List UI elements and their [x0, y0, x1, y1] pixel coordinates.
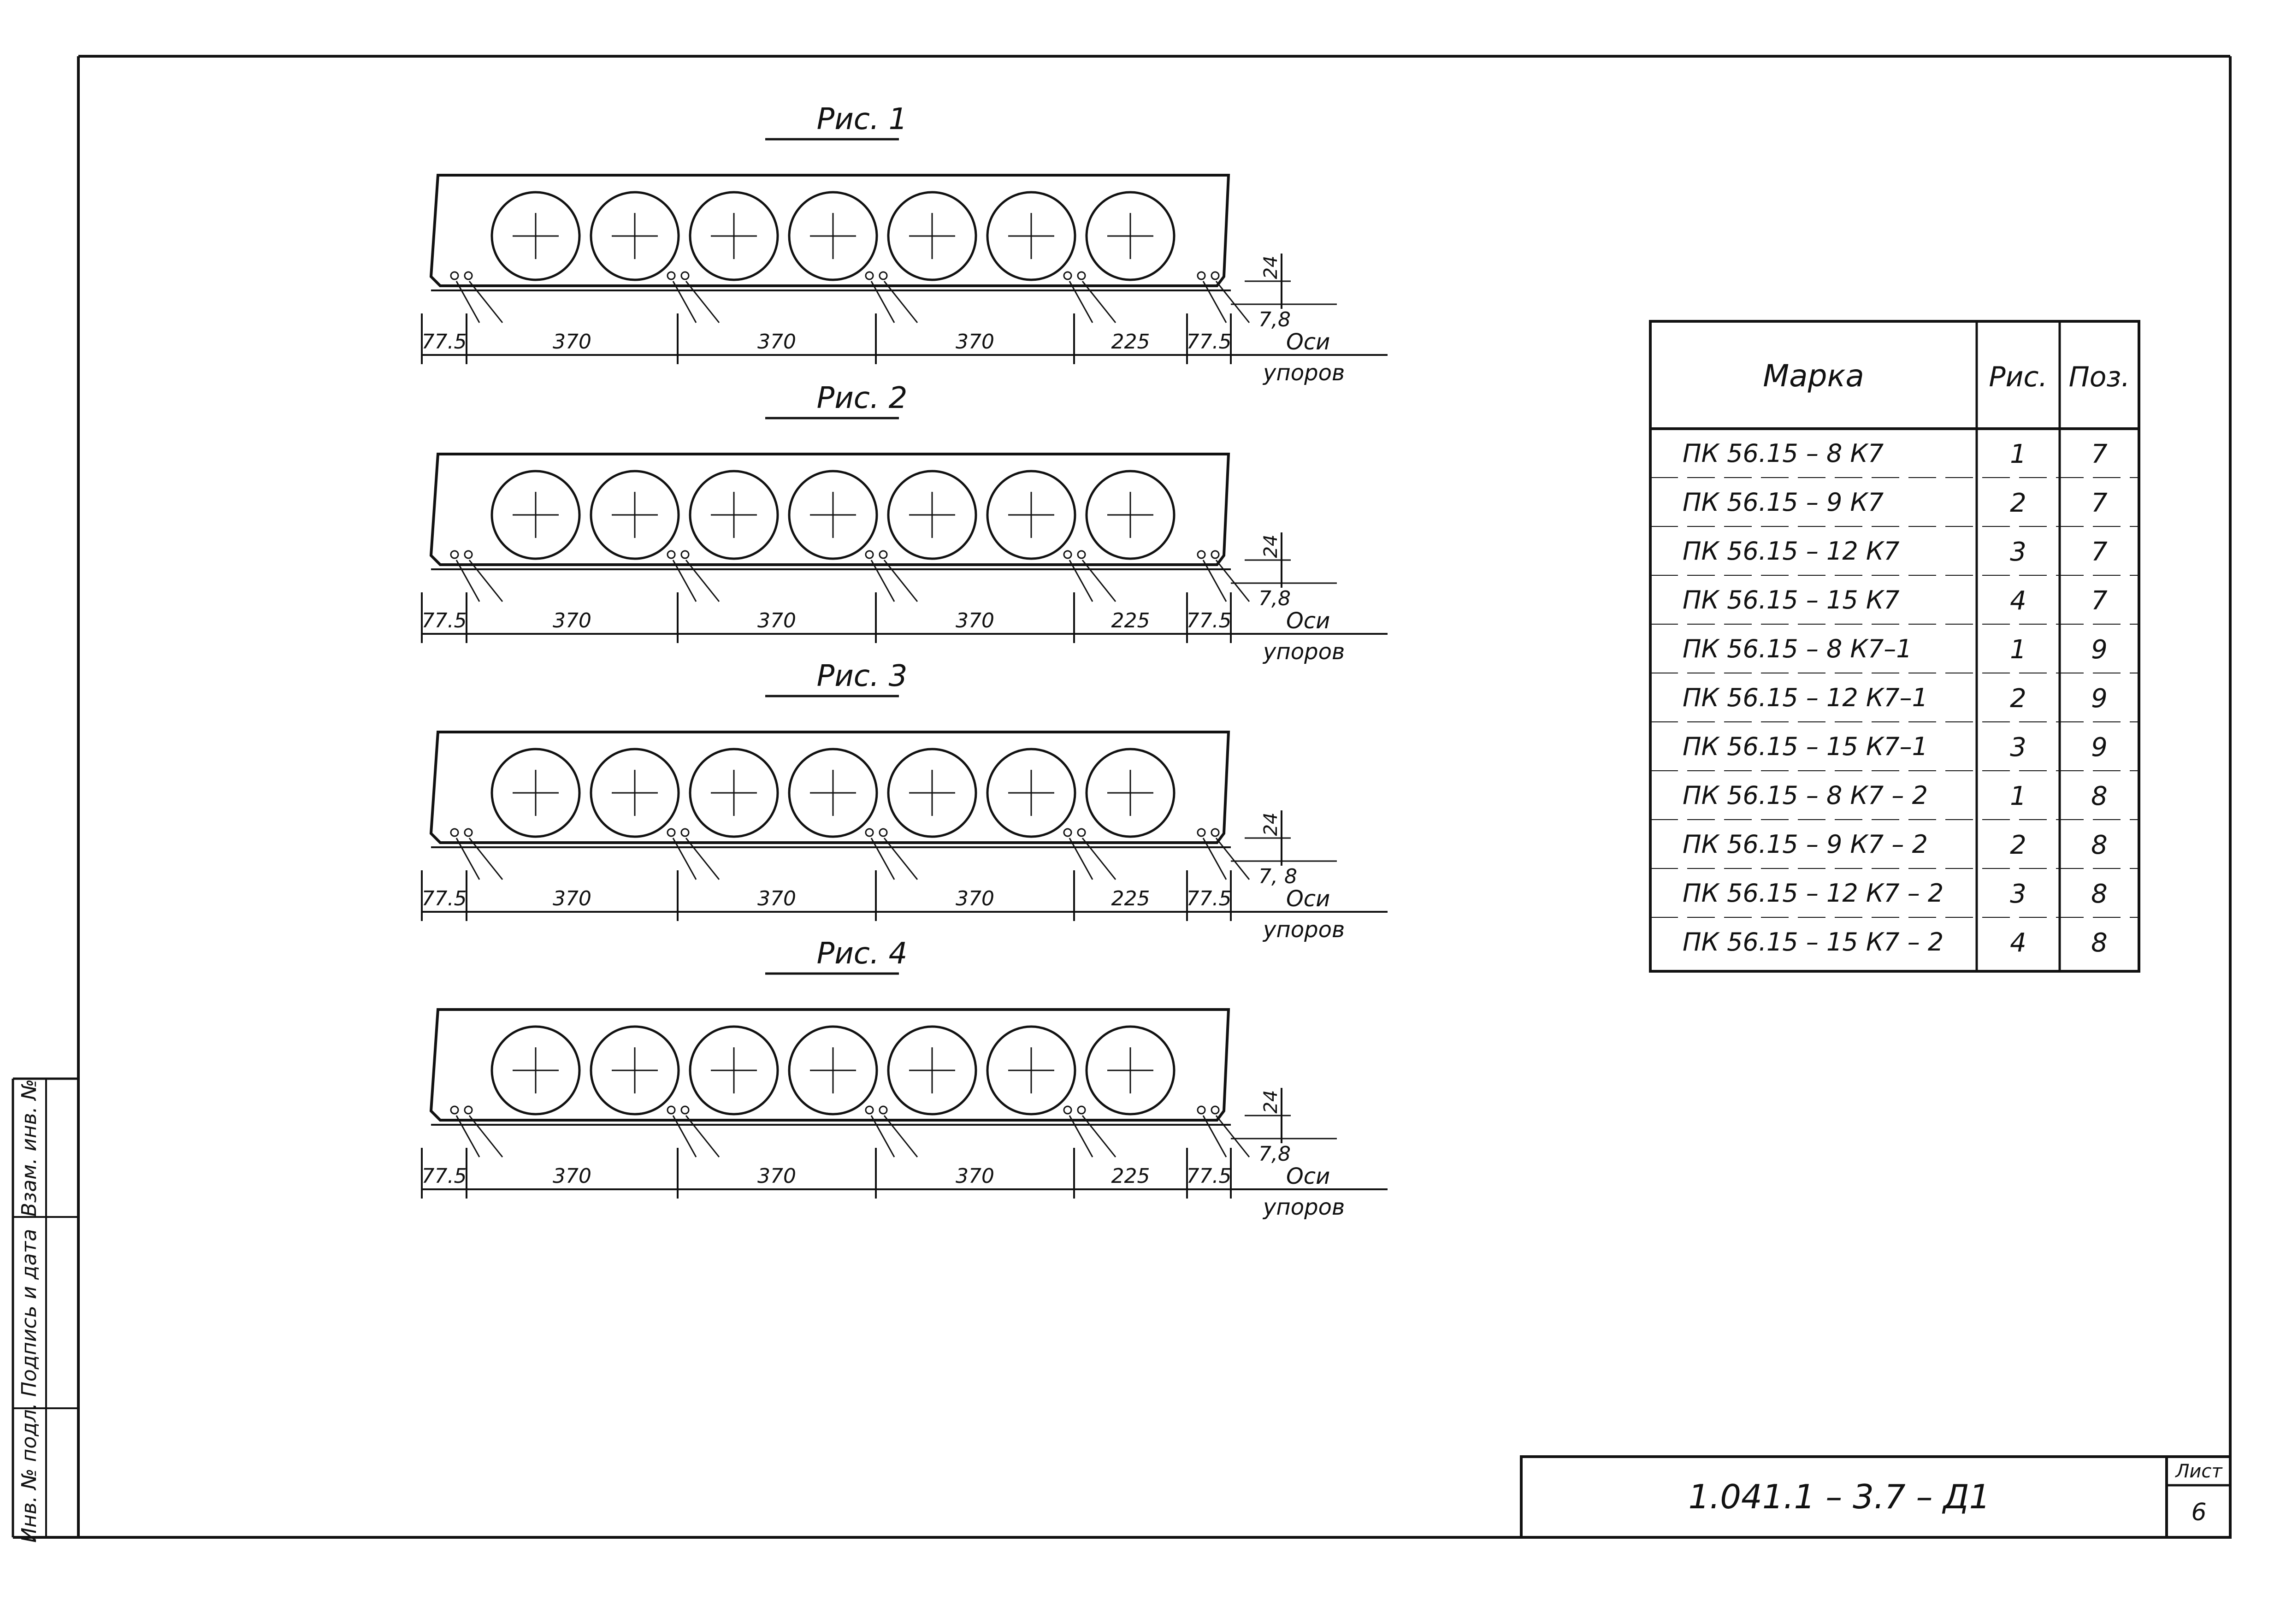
strand-marker	[451, 1106, 458, 1114]
strand-leader	[686, 560, 719, 602]
dimension-value: 225	[1111, 1164, 1150, 1188]
table-cell-pos: 8	[2091, 928, 2108, 958]
axis-label-line1: Оси	[1286, 608, 1330, 634]
dimension-value: 370	[956, 887, 994, 910]
strand-leader	[673, 281, 696, 323]
dimension-value: 77.5	[421, 609, 467, 632]
dimension-24: 24	[1260, 255, 1282, 279]
strand-marker	[1064, 829, 1071, 836]
strand-leader	[1216, 560, 1249, 602]
strand-marker	[1078, 1106, 1085, 1114]
table-cell-mark: ПК 56.15 – 9 К7 – 2	[1683, 830, 1928, 859]
strand-marker	[681, 551, 689, 558]
strand-leader	[1203, 281, 1226, 323]
dimension-value: 370	[553, 609, 591, 632]
side-stamp	[13, 1079, 78, 1543]
strand-leader	[1082, 560, 1116, 602]
table-cell-mark: ПК 56.15 – 12 К7–1	[1683, 683, 1928, 712]
table-cell-pos: 8	[2091, 879, 2108, 909]
dimension-value: 370	[757, 1164, 796, 1188]
strand-marker	[1198, 551, 1205, 558]
dimension-value: 370	[757, 330, 796, 354]
dimension-value: 370	[757, 609, 796, 632]
strand-marker	[451, 272, 458, 279]
table-cell-mark: ПК 56.15 – 8 К7–1	[1683, 634, 1912, 663]
dimension-value: 225	[1111, 330, 1150, 354]
table-cell-mark: ПК 56.15 – 15 К7	[1683, 585, 1900, 614]
strand-leader	[884, 1116, 917, 1157]
dimension-value: 370	[757, 887, 796, 910]
strand-leader	[1203, 1116, 1226, 1157]
strand-leader	[673, 1116, 696, 1157]
dimension-value: 225	[1111, 887, 1150, 910]
strand-leader	[469, 838, 502, 880]
side-stamp-sign-date: Подпись и дата	[18, 1228, 41, 1397]
table-cell-fig: 2	[2010, 684, 2026, 714]
dimension-value: 77.5	[1186, 609, 1232, 632]
strand-marker	[880, 829, 887, 836]
table-cell-mark: ПК 56.15 – 15 К7 – 2	[1683, 927, 1944, 957]
table-row	[1683, 537, 2108, 567]
strand-leader	[1216, 1116, 1249, 1157]
figure-title: Рис. 3	[816, 659, 908, 693]
table-header-pos: Поз.	[2068, 361, 2130, 393]
strand-leader	[456, 281, 479, 323]
dimension-value: 77.5	[421, 887, 467, 910]
strand-leader	[1203, 560, 1226, 602]
table-row	[1683, 927, 2108, 958]
strand-marker	[880, 551, 887, 558]
table-cell-pos: 9	[2091, 635, 2108, 665]
table-row	[1683, 879, 2108, 909]
axis-label-line1: Оси	[1286, 1163, 1330, 1189]
figure-title: Рис. 4	[816, 937, 908, 971]
strand-leader	[871, 560, 894, 602]
strand-marker	[1078, 829, 1085, 836]
table-cell-fig: 3	[2010, 879, 2026, 909]
dimension-value: 77.5	[1186, 1164, 1232, 1188]
table-row	[1683, 585, 2108, 616]
strand-marker	[465, 1106, 472, 1114]
strand-leader	[1069, 838, 1093, 880]
strand-leader	[884, 838, 917, 880]
table-cell-mark: ПК 56.15 – 8 К7 – 2	[1683, 781, 1928, 810]
table-cell-mark: ПК 56.15 – 15 К7–1	[1683, 732, 1928, 761]
dimension-7-8: 7,8	[1258, 308, 1291, 331]
strand-marker	[880, 1106, 887, 1114]
strand-leader	[456, 560, 479, 602]
dimension-7-8: 7,8	[1258, 1142, 1291, 1166]
strand-marker	[668, 1106, 675, 1114]
axis-label-line2: упоров	[1263, 639, 1345, 665]
table-cell-fig: 3	[2010, 732, 2026, 762]
table-header-fig: Рис.	[1989, 361, 2048, 393]
table-cell-fig: 4	[2010, 928, 2026, 958]
strand-leader	[469, 1116, 502, 1157]
strand-leader	[673, 560, 696, 602]
table-cell-mark: ПК 56.15 – 9 К7	[1683, 488, 1884, 517]
strand-marker	[1198, 829, 1205, 836]
table-cell-pos: 8	[2091, 781, 2108, 811]
table-cell-fig: 2	[2010, 830, 2026, 860]
strand-leader	[1069, 281, 1093, 323]
dimension-value: 370	[553, 1164, 591, 1188]
strand-leader	[686, 281, 719, 323]
strand-leader	[469, 281, 502, 323]
table-cell-pos: 7	[2091, 537, 2108, 567]
table-cell-fig: 1	[2010, 439, 2026, 469]
table-row	[1683, 830, 2108, 860]
table-cell-mark: ПК 56.15 – 12 К7 – 2	[1683, 879, 1944, 908]
strand-leader	[1216, 838, 1249, 880]
strand-leader	[673, 838, 696, 880]
dimension-value: 370	[956, 609, 994, 632]
dimension-value: 370	[956, 330, 994, 354]
axis-label-line2: упоров	[1263, 1194, 1345, 1220]
dimension-value: 77.5	[421, 330, 467, 354]
strand-leader	[1203, 838, 1226, 880]
table-cell-fig: 4	[2010, 586, 2026, 616]
dimension-value: 77.5	[1186, 330, 1232, 354]
table-row	[1683, 781, 2108, 811]
strand-marker	[1211, 829, 1219, 836]
side-stamp-inv-no: Инв. № подл.	[18, 1403, 41, 1543]
strand-marker	[866, 551, 873, 558]
strand-marker	[1198, 1106, 1205, 1114]
strand-leader	[871, 838, 894, 880]
table-header-mark: Марка	[1763, 358, 1864, 394]
table-cell-mark: ПК 56.15 – 12 К7	[1683, 537, 1900, 566]
axis-label-line2: упоров	[1263, 917, 1345, 943]
strand-marker	[1064, 1106, 1071, 1114]
document-code: 1.041.1 – 3.7 – Д1	[1688, 1477, 1991, 1516]
strand-marker	[1078, 272, 1085, 279]
dimension-value: 225	[1111, 609, 1150, 632]
figure-3	[422, 659, 1388, 943]
dimension-24: 24	[1260, 534, 1282, 558]
strand-leader	[1069, 560, 1093, 602]
strand-marker	[668, 272, 675, 279]
strand-marker	[668, 551, 675, 558]
strand-marker	[681, 272, 689, 279]
strand-marker	[465, 272, 472, 279]
strand-marker	[451, 829, 458, 836]
dimension-7-8: 7, 8	[1258, 865, 1297, 888]
table-cell-pos: 7	[2091, 439, 2108, 469]
dimension-value: 370	[956, 1164, 994, 1188]
table-cell-mark: ПК 56.15 – 8 К7	[1683, 439, 1884, 468]
strand-marker	[880, 272, 887, 279]
dimension-7-8: 7,8	[1258, 587, 1291, 610]
strand-marker	[866, 272, 873, 279]
strand-marker	[668, 829, 675, 836]
strand-marker	[866, 829, 873, 836]
table-cell-fig: 2	[2010, 488, 2026, 518]
side-stamp-replace-inv: Взам. инв. №	[18, 1079, 41, 1217]
title-block	[1521, 1457, 2230, 1537]
dimension-24: 24	[1260, 812, 1282, 836]
strand-leader	[686, 1116, 719, 1157]
axis-label-line1: Оси	[1286, 329, 1330, 355]
table-cell-pos: 7	[2091, 586, 2108, 616]
figure-2	[422, 381, 1388, 665]
strand-marker	[465, 551, 472, 558]
table-row	[1683, 683, 2108, 714]
table-row	[1683, 488, 2108, 518]
axis-label-line1: Оси	[1286, 886, 1330, 912]
dimension-value: 77.5	[1186, 887, 1232, 910]
table-cell-pos: 7	[2091, 488, 2108, 518]
strand-leader	[884, 560, 917, 602]
figure-4	[422, 937, 1388, 1220]
strand-leader	[1082, 1116, 1116, 1157]
table-cell-pos: 9	[2091, 732, 2108, 762]
strand-leader	[1216, 281, 1249, 323]
strand-marker	[866, 1106, 873, 1114]
strand-marker	[465, 829, 472, 836]
strand-leader	[686, 838, 719, 880]
dimension-value: 370	[553, 887, 591, 910]
table-cell-pos: 9	[2091, 684, 2108, 714]
strand-marker	[681, 1106, 689, 1114]
dimension-value: 370	[553, 330, 591, 354]
strand-leader	[456, 838, 479, 880]
strand-marker	[1211, 1106, 1219, 1114]
sheet-label: Лист	[2175, 1461, 2222, 1482]
strand-leader	[1082, 838, 1116, 880]
table-cell-pos: 8	[2091, 830, 2108, 860]
table-row	[1683, 439, 2108, 469]
sheet-number: 6	[2191, 1499, 2207, 1526]
dimension-value: 77.5	[421, 1164, 467, 1188]
dimension-24: 24	[1260, 1090, 1282, 1114]
strand-marker	[681, 829, 689, 836]
strand-leader	[884, 281, 917, 323]
strand-leader	[871, 1116, 894, 1157]
strand-marker	[1078, 551, 1085, 558]
axis-label-line2: упоров	[1263, 360, 1345, 386]
figure-title: Рис. 2	[816, 381, 908, 415]
table-cell-fig: 1	[2010, 635, 2026, 665]
strand-marker	[1064, 272, 1071, 279]
strand-leader	[1082, 281, 1116, 323]
strand-marker	[1198, 272, 1205, 279]
strand-leader	[871, 281, 894, 323]
strand-leader	[456, 1116, 479, 1157]
strand-marker	[1064, 551, 1071, 558]
strand-marker	[1211, 272, 1219, 279]
slab-figures	[422, 102, 1388, 1220]
table-row	[1683, 634, 2108, 665]
strand-marker	[1211, 551, 1219, 558]
marks-table	[1650, 321, 2139, 971]
strand-leader	[1069, 1116, 1093, 1157]
table-cell-fig: 3	[2010, 537, 2026, 567]
table-row	[1683, 732, 2108, 762]
figure-title: Рис. 1	[816, 102, 908, 136]
table-cell-fig: 1	[2010, 781, 2026, 811]
strand-leader	[469, 560, 502, 602]
strand-marker	[451, 551, 458, 558]
marks-table-rows	[1683, 439, 2108, 958]
figure-1	[422, 102, 1388, 386]
